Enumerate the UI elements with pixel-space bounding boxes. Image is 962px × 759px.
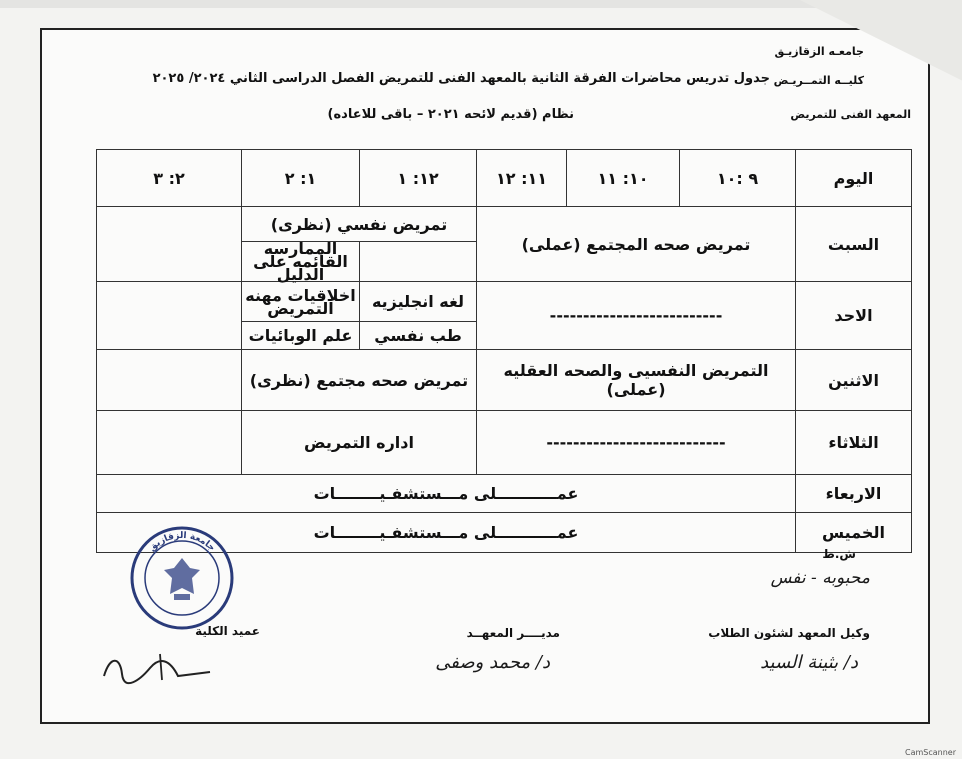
sunday-psych-medicine: طب نفسي: [360, 322, 477, 350]
day-wednesday: الاربعاء: [796, 475, 912, 513]
time-slot-4: ١٢: ١: [360, 150, 477, 207]
time-slot-6: ٢: ٣: [97, 150, 242, 207]
monday-community-theory: تمريض صحه مجتمع (نظرى): [242, 350, 477, 411]
sunday-epidemiology: علم الوبائيات: [242, 322, 360, 350]
saturday-empty-2: [360, 242, 477, 282]
day-saturday: السبت: [796, 207, 912, 282]
vice-dean-signature: د/ بثينة السيد: [760, 652, 858, 673]
table-row-tuesday: [97, 411, 912, 475]
saturday-psych-theory: تمريض نفسي (نظرى): [242, 207, 477, 242]
table-row-sunday: [97, 282, 912, 322]
table-row-header: [97, 150, 912, 207]
wednesday-hospital-practice: عمـــــــــــلى مـــستشفـيــــــــات: [97, 475, 796, 513]
page-subtitle: نظام (قديم لائحه ٢٠٢١ – باقى للاعاده): [327, 107, 574, 122]
dean-label: عميد الكلية: [195, 624, 260, 638]
time-slot-3: ١١: ١٢: [477, 150, 567, 207]
monday-psych-practical: التمريض النفسيى والصحه العقليه (عملى): [477, 350, 796, 411]
saturday-community-practical: تمريض صحه المجتمع (عملى): [477, 207, 796, 282]
table-row-saturday: [97, 207, 912, 242]
tuesday-dash: ---------------------------: [477, 411, 796, 475]
university-name: جامعـه الزقازيـق: [774, 45, 864, 58]
stamp-text: جامعة الزقازيق: [147, 530, 217, 554]
footer-note-handwritten: محبوبه - نفس: [770, 568, 870, 588]
page-title: جدول تدريس محاضرات الفرقة الثانية بالمعهد الفنى للتمريض الفصل الدراسى الثاني ٢٠٢٤/ ٢٠٢٥: [152, 71, 770, 86]
thursday-hospital-practice: عمـــــــــــلى مـــستشفـيــــــــات: [97, 513, 796, 553]
saturday-empty: [97, 207, 242, 282]
day-monday: الاثنين: [796, 350, 912, 411]
table-row-wednesday: [97, 475, 912, 513]
saturday-evidence-practice: الممارسه القائمه على الدليل: [242, 242, 360, 282]
day-thursday: الخميس: [796, 513, 912, 553]
tuesday-empty: [97, 411, 242, 475]
day-header: اليوم: [796, 150, 912, 207]
sunday-ethics: اخلاقيات مهنه التمريض: [242, 282, 360, 322]
director-label: مديــــر المعهــد: [466, 626, 560, 640]
schedule-table: [96, 149, 912, 553]
time-slot-1: ٩ :١٠: [680, 150, 796, 207]
footer-note-code: ش.ط: [822, 547, 856, 561]
sunday-english: لغه انجليزيه: [360, 282, 477, 322]
sunday-dash: --------------------------: [477, 282, 796, 350]
official-stamp-icon: [128, 524, 236, 632]
director-signature: د/ محمد وصفى: [435, 652, 550, 673]
institute-name: المعهد الفنى للتمريض: [790, 108, 911, 121]
faculty-name: كليــه التمــريـض: [773, 74, 864, 87]
tuesday-nursing-admin: اداره التمريض: [242, 411, 477, 475]
day-tuesday: الثلاثاء: [796, 411, 912, 475]
time-slot-2: ١٠: ١١: [567, 150, 680, 207]
vice-dean-label: وكيل المعهد لشئون الطلاب: [708, 626, 870, 640]
page-corner: [800, 0, 962, 82]
camscanner-watermark: CamScanner: [904, 748, 956, 757]
dean-signature-scribble: [100, 646, 220, 686]
time-slot-5: ١: ٢: [242, 150, 360, 207]
sunday-empty: [97, 282, 242, 350]
day-sunday: الاحد: [796, 282, 912, 350]
table-row-monday: [97, 350, 912, 411]
monday-empty: [97, 350, 242, 411]
